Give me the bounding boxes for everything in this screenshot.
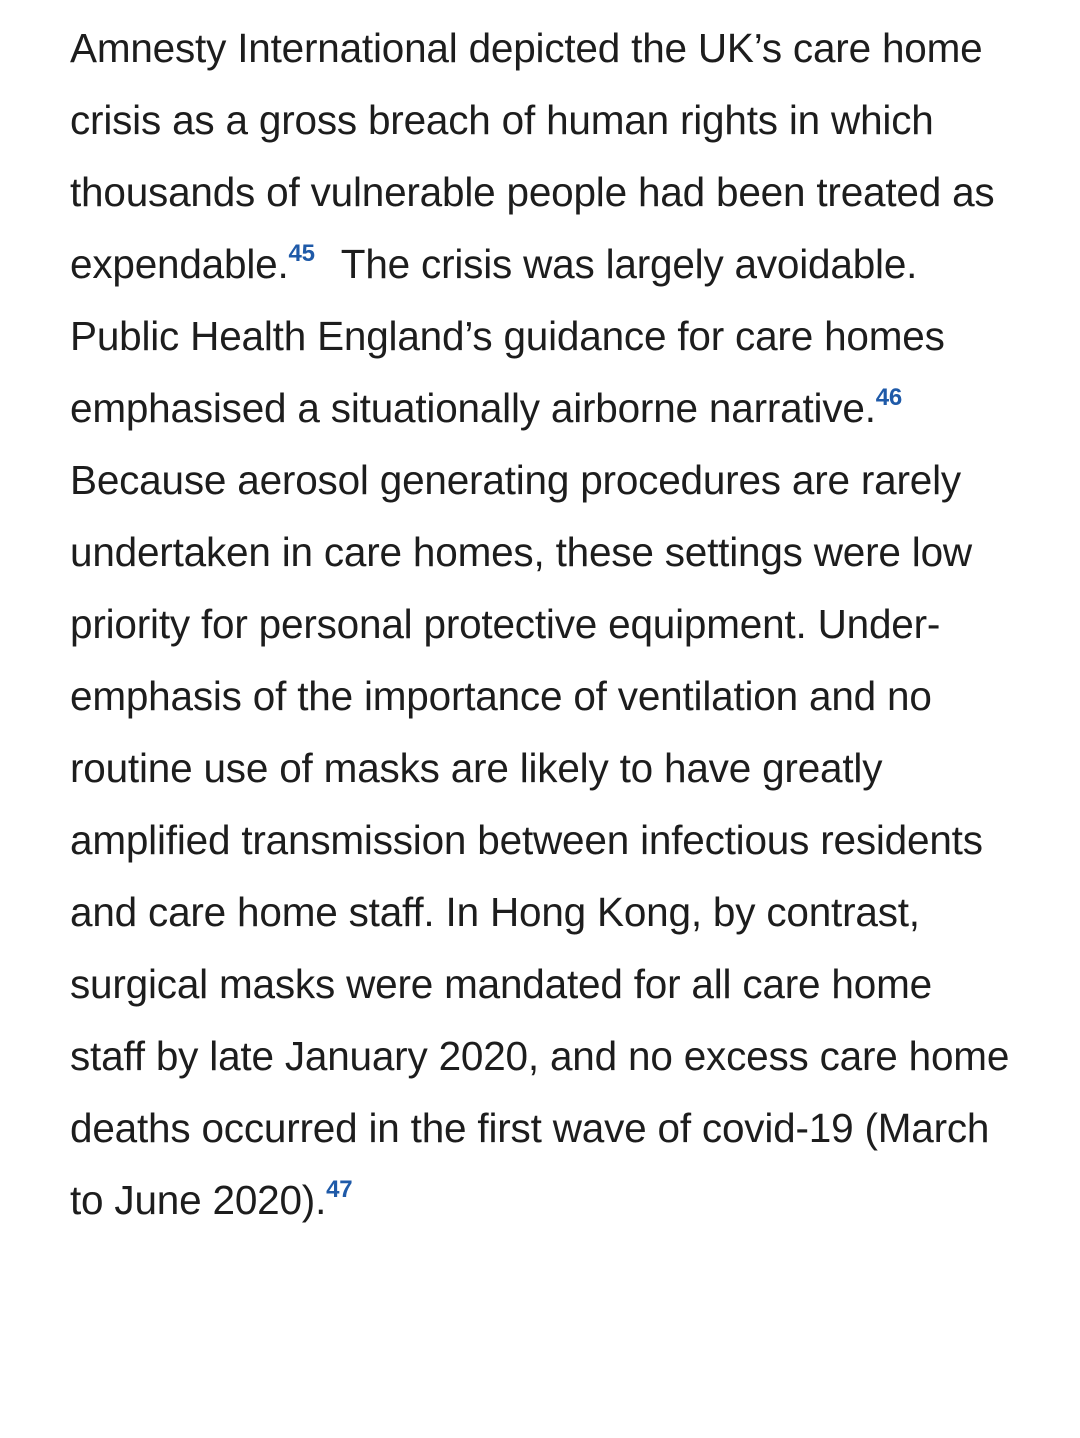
reference-link-46[interactable]: 46	[875, 384, 903, 411]
reference-link-45[interactable]: 45	[288, 240, 315, 267]
paragraph-text-3: Because aerosol generating procedures are rarely undertaken in care homes, these settings were low priority for personal protective equipment. Under-emphasis of the importance of ventilation and no routine use of masks are likely to have greatly amplified transmission between infectious residents and care home staff. In Hong Kong, by contrast, surgical masks were mandated for all care home staff by late January 2020, and no excess care home deaths occurred in the first wave of covid-19 (March to June 2020).	[70, 457, 1010, 1223]
paragraph-text-2: The crisis was largely avoidable. Public Health England’s guidance for care homes emphasised a situationally airborne narrative.	[70, 241, 945, 431]
reference-link-47[interactable]: 47	[326, 1176, 353, 1203]
paragraph-text-1: Amnesty International depicted the UK’s care home crisis as a gross breach of human rights in which thousands of vulnerable people had been treated as expendable.	[70, 25, 995, 287]
article-paragraph	[70, 12, 1015, 1236]
